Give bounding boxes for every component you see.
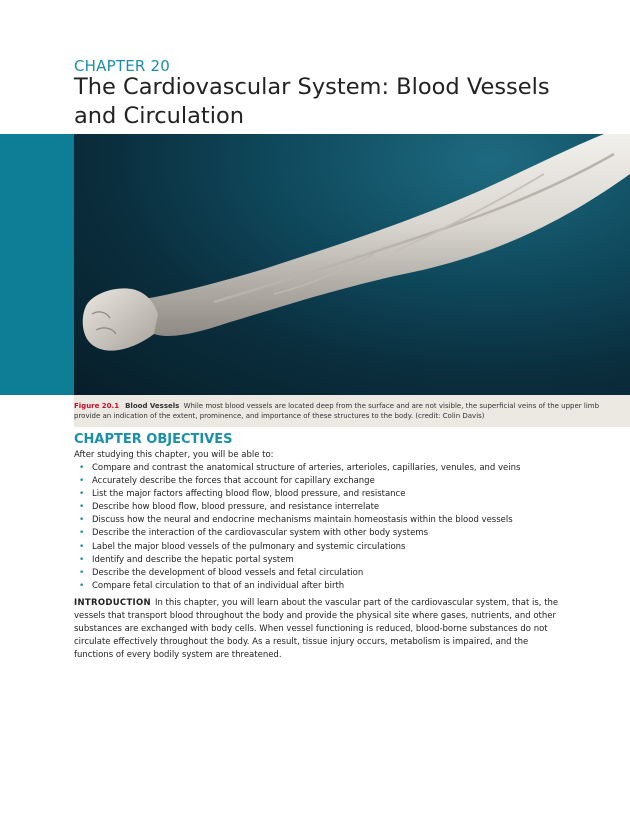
objectives-intro: After studying this chapter, you will be able to:	[74, 450, 274, 460]
objective-item	[74, 475, 594, 488]
objectives-heading: CHAPTER OBJECTIVES	[74, 432, 233, 447]
chapter-label: CHAPTER 20	[74, 57, 170, 75]
objective-text: Accurately describe the forces that account for capillary exchange	[92, 476, 375, 487]
bullet-icon: •	[79, 515, 85, 526]
objective-item	[74, 462, 594, 475]
introduction-paragraph	[74, 597, 564, 662]
objectives-list	[74, 462, 594, 593]
bullet-icon: •	[79, 554, 85, 565]
fist-shape	[83, 288, 158, 350]
figure-number: Figure 20.1	[74, 402, 120, 410]
figure-title: Blood Vessels	[125, 402, 180, 410]
objective-text: Describe the development of blood vessels and fetal circulation	[92, 567, 364, 578]
objective-text: Compare and contrast the anatomical structure of arteries, arterioles, capillaries, venules, and veins	[92, 463, 521, 473]
bullet-icon: •	[79, 567, 85, 578]
objective-text: Describe how blood flow, blood pressure, and resistance interrelate	[92, 502, 380, 513]
bullet-icon: •	[79, 502, 85, 513]
objective-text: Identify and describe the hepatic portal system	[92, 554, 294, 565]
objective-item	[74, 527, 594, 540]
objective-item	[74, 554, 594, 567]
figure-caption-box	[74, 395, 630, 427]
objective-item	[74, 488, 594, 501]
bullet-icon: •	[79, 463, 85, 473]
objective-item	[74, 567, 594, 580]
hero-accent-band	[0, 134, 74, 395]
bullet-icon: •	[79, 476, 85, 487]
bullet-icon: •	[79, 580, 85, 591]
introduction-label: INTRODUCTION	[74, 598, 151, 608]
figure-caption	[74, 401, 622, 421]
figure-caption-text: While most blood vessels are located deep from the surface and are not visible, the superficial veins of the upper limb provide an indication of the extent, prominence, and importance of these structures to the body. (credit: Colin Davis)	[74, 402, 600, 420]
objective-item	[74, 541, 594, 554]
objective-item	[74, 580, 594, 593]
chapter-title: The Cardiovascular System: Blood Vessels and Circulation	[74, 74, 550, 129]
objective-text: Discuss how the neural and endocrine mechanisms maintain homeostasis within the blood vessels	[92, 515, 513, 526]
forearm-shape	[144, 134, 630, 336]
bullet-icon: •	[79, 541, 85, 552]
bullet-icon: •	[79, 528, 85, 539]
objective-text: Label the major blood vessels of the pulmonary and systemic circulations	[92, 541, 406, 552]
figure-hero	[0, 134, 630, 395]
objective-text: Compare fetal circulation to that of an individual after birth	[92, 580, 345, 591]
objective-item	[74, 514, 594, 527]
forearm-illustration	[74, 134, 630, 395]
bullet-icon: •	[79, 489, 85, 500]
objective-item	[74, 501, 594, 514]
objective-text: List the major factors affecting blood flow, blood pressure, and resistance	[92, 489, 406, 500]
forearm-veins-photo	[74, 134, 630, 395]
objective-text: Describe the interaction of the cardiovascular system with other body systems	[92, 528, 429, 539]
introduction-text: In this chapter, you will learn about the vascular part of the cardiovascular system, that is, the vessels that transport blood throughout the body and provide the physical site where gases, nutrients, and other substances are exchanged with body cells. When vessel functioning is reduced, blood-borne substances do not circulate effectively throughout the body. As a result, tissue injury occurs, metabolism is impaired, and the functions of every bodily system are threatened.	[74, 598, 559, 661]
